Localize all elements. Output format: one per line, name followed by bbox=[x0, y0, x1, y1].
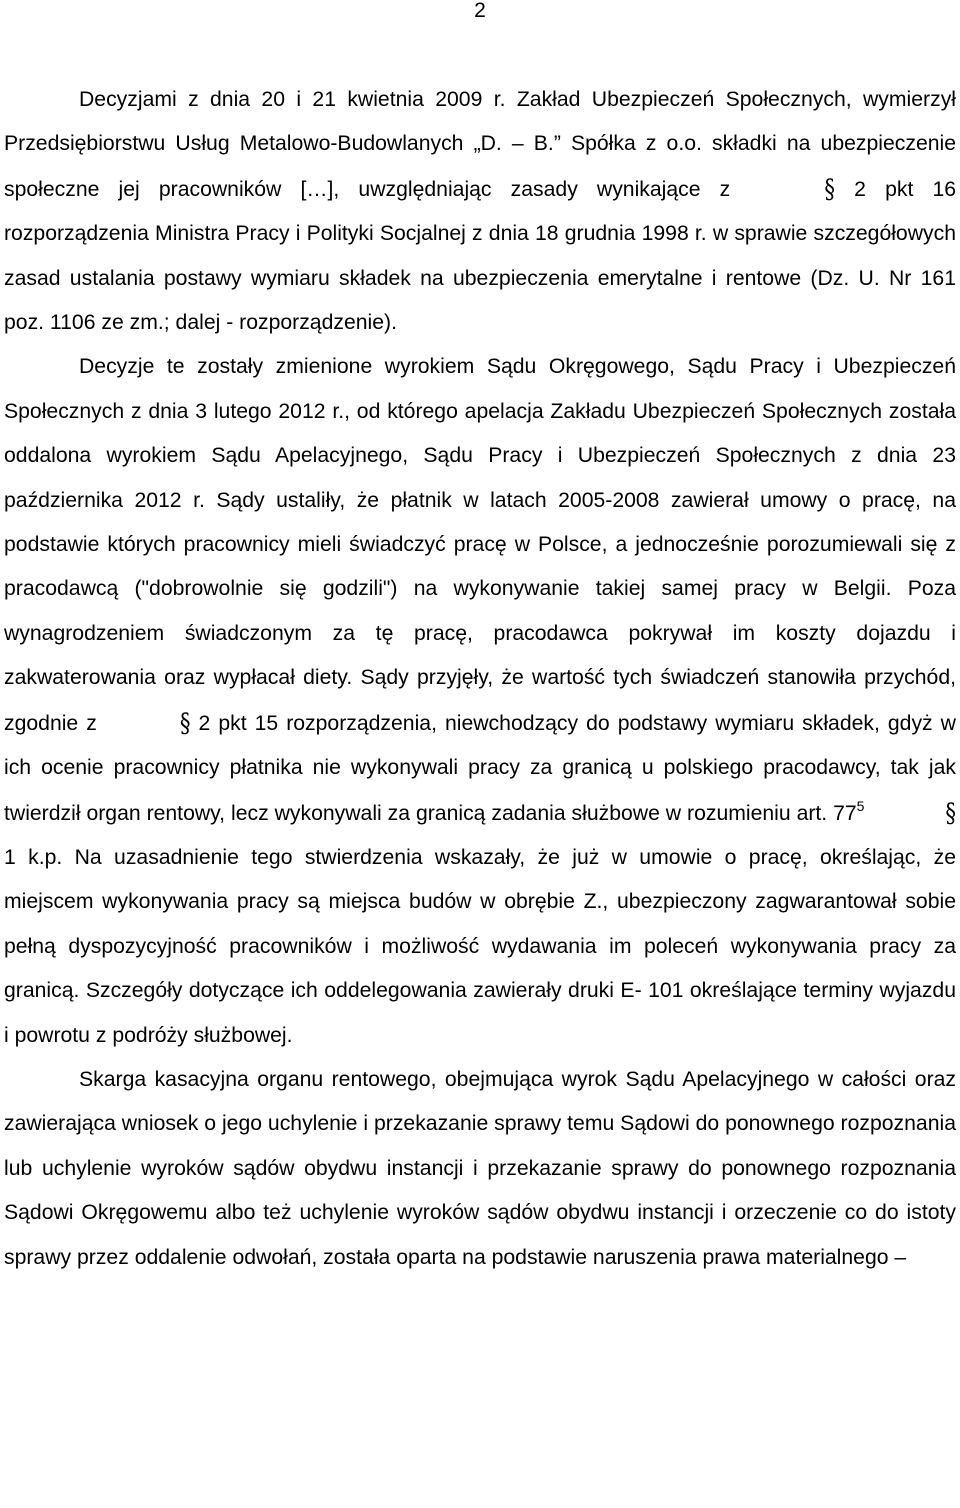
section-sign: § bbox=[824, 172, 836, 204]
paragraph-2-text-2: 2 pkt 15 rozporządzenia, niewchodzący do podstawy wymiaru składek, gdyż w ich ocenie pracownicy płatnika nie wykonywali pracy za granicą u polskiego pracodawcy, tak jak twierdził organ rentowy, lecz wykonywali za granicą zadania służbowe w rozumieniu art. 77 bbox=[4, 711, 956, 825]
paragraph-1-text-1: Decyzjami z dnia 20 i 21 kwietnia 2009 r. Zakład Ubezpieczeń Społecznych, wymierzył Przedsiębiorstwu Usług Metalowo-Budowlanych „D. – B.” Spółka z o.o. składki na ubezpieczenie społeczne jej pracowników […], uwzględniając zasady wynikające z bbox=[4, 88, 956, 201]
paragraph-1-text-2: 2 pkt 16 rozporządzenia Ministra Pracy i Polityki Socjalnej z dnia 18 grudnia 1998 r. w sprawie szczegółowych zasad ustalania postawy wymiaru składek na ubezpieczenia emerytalne i rentowe (Dz. U. Nr 161 poz. 1106 ze zm.; dalej - rozporządzenie). bbox=[4, 177, 957, 335]
paragraph-2-text-3: 1 k.p. Na uzasadnienie tego stwierdzenia wskazały, że już w umowie o pracę, określając, że miejscem wykonywania pracy są miejsca budów w obrębie Z., ubezpieczony zagwarantował sobie pełną dyspozycyjność pracowników i możliwość wydawania im poleceń wykonywania pracy za granicą. Szczegóły dotyczące ich oddelegowania zawierały druki E- 101 określające terminy wyjazdu i powrotu z podróży służbowej. bbox=[4, 845, 956, 1047]
section-sign: § bbox=[945, 796, 956, 828]
paragraph-3-text-1: Skarga kasacyjna organu rentowego, obejmująca wyrok Sądu Apelacyjnego w całości oraz zawierająca wniosek o jego uchylenie i przekazanie sprawy temu Sądowi do ponownego rozpoznania lub uchylenie wyroków sądów obydwu instancji i przekazanie sprawy do ponownego rozpoznania Sądowi Okręgowemu albo też uchylenie wyroków sądów obydwu instancji i orzeczenie co do istoty sprawy przez oddalenie odwołań, została oparta na podstawie naruszenia prawa materialnego – bbox=[4, 1067, 956, 1269]
paragraph-3 bbox=[4, 1058, 956, 1280]
section-sign: § bbox=[179, 706, 191, 738]
paragraph-2 bbox=[4, 345, 956, 1058]
document-body bbox=[4, 78, 956, 1280]
article-superscript: 5 bbox=[856, 797, 865, 814]
paragraph-2-text-1: Decyzje te zostały zmienione wyrokiem Sądu Okręgowego, Sądu Pracy i Ubezpieczeń Społecznych z dnia 3 lutego 2012 r., od którego apelacja Zakładu Ubezpieczeń Społecznych została oddalona wyrokiem Sądu Apelacyjnego, Sądu Pracy i Ubezpieczeń Społecznych z dnia 23 października 2012 r. Sądy ustaliły, że płatnik w latach 2005-2008 zawierał umowy o pracę, na podstawie których pracownicy mieli świadczyć pracę w Polsce, a jednocześnie porozumiewali się z pracodawcą ("dobrowolnie się godzili") na wykonywanie takiej samej pracy w Belgii. Poza wynagrodzeniem świadczonym za tę pracę, pracodawca pokrywał im koszty dojazdu i zakwaterowania oraz wypłacał diety. Sądy przyjęły, że wartość tych świadczeń stanowiła przychód, zgodnie z bbox=[4, 355, 956, 735]
page-number: 2 bbox=[474, 0, 486, 22]
paragraph-1 bbox=[4, 78, 956, 345]
